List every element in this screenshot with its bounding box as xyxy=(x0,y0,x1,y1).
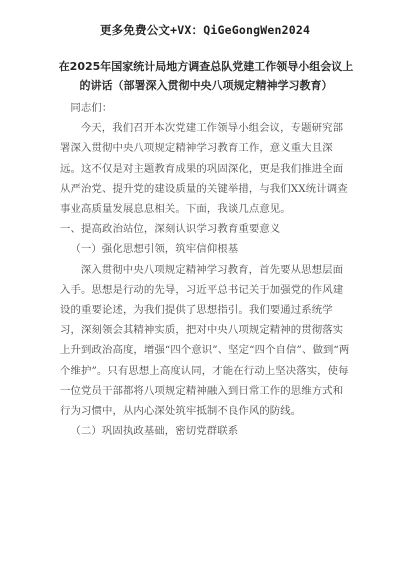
document-title: 在2025年国家统计局地方调查总队党建工作领导小组会议上的讲话（部署深入贯彻中央八项规定精神学习教育） xyxy=(58,60,354,92)
subsection-heading: （二）巩固执政基础，密切党群联系 xyxy=(70,425,239,438)
subsection-heading: （一）强化思想引领，筑牢信仰根基 xyxy=(70,243,239,256)
body-paragraph: 深入贯彻中央八项规定精神学习教育，首先要从思想层面入手。思想是行动的先导，习近平总书记关于加强党的作风建设的重要论述，为我们提供了思想指引。我们要通过系统学习，深刻领会其精神实质，把对中央八项规定精神的贯彻落实上升到政治高度，增强“四个意识”、坚定“四个自信”、做到“两个维护”。只有思想上高度认同，才能在行动上坚决落实，使每一位党员干部都将八项规定精神融入到日常工作的思维方式和行为习惯中，从内心深处筑牢抵制不良作风的防线。 xyxy=(60,263,350,418)
page-header: 更多免费公文+VX：QiGeGongWen2024 xyxy=(99,23,311,37)
body-paragraph: 今天，我们召开本次党建工作领导小组会议，专题研究部署深入贯彻中央八项规定精神学习教育工作，意义重大且深远。这不仅是对主题教育成果的巩固深化，更是我们推进全面从严治党、提升党的建设质量的关键举措，与我们XX统计调查事业高质量发展息息相关。下面，我谈几点意见。 xyxy=(60,122,348,216)
section-heading: 一、提高政治站位，深刻认识学习教育重要意义 xyxy=(60,223,281,236)
salutation: 同志们： xyxy=(70,102,113,114)
document-body xyxy=(60,98,352,441)
